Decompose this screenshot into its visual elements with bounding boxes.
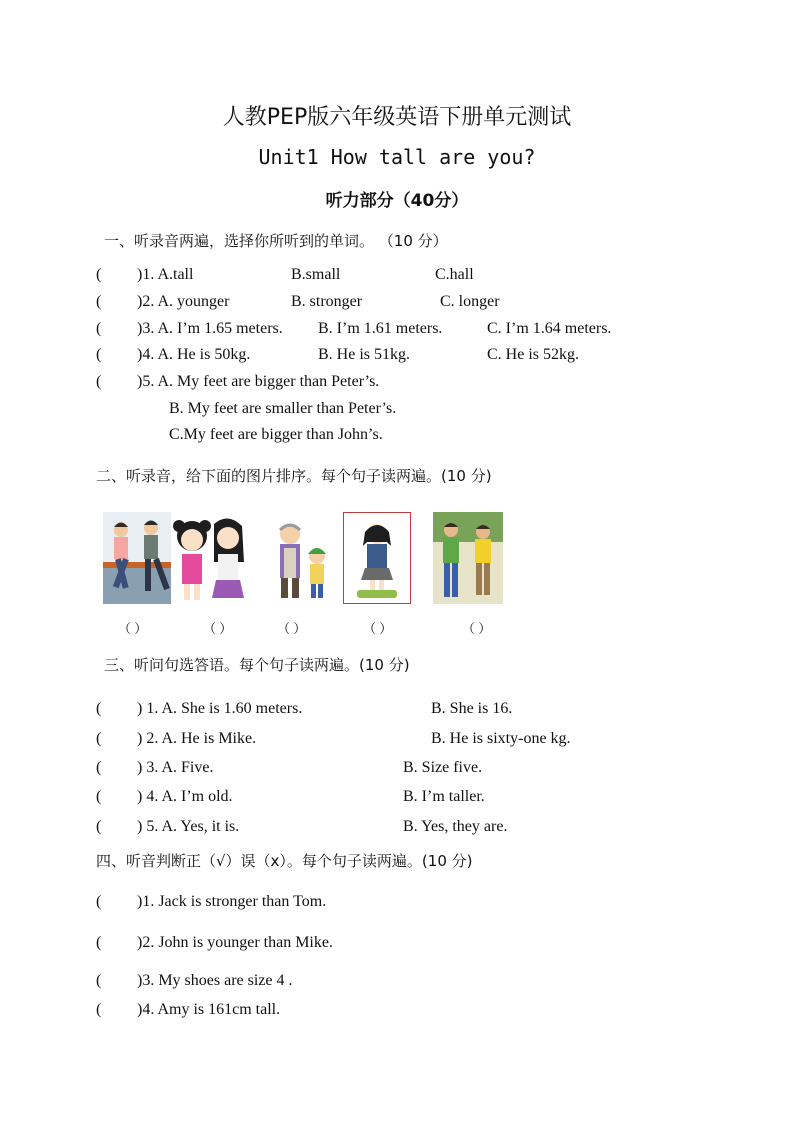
answer-paren: ( [96,1001,102,1018]
order-blank-3[interactable]: （ ） [277,621,307,636]
s3-q2-a: ) 2. A. He is Mike. [137,730,257,747]
section-4-heading: 四、听音判断正（√）误（x）。每个句子读两遍。(10 分) [96,852,473,870]
answer-paren: ( [96,320,102,337]
s1-q1-b: B.small [291,266,341,283]
order-blank-4[interactable]: （ ） [363,621,393,636]
picture-old-man-boy [272,512,330,604]
part-title: 听力部分（40分） [325,191,469,211]
s1-q4-b: B. He is 51kg. [318,346,410,363]
s3-q5-b: B. Yes, they are. [403,818,508,835]
s4-q3: )3. My shoes are size 4 . [137,972,293,989]
order-blank-1[interactable]: （ ） [118,621,148,636]
s1-q4-c: C. He is 52kg. [487,346,579,363]
answer-paren: ( [96,700,102,717]
s1-q5-c: C.My feet are bigger than John’s. [169,426,383,443]
answer-paren: ( [96,893,102,910]
s3-q4-b: B. I’m taller. [403,788,485,805]
s3-q1-a: ) 1. A. She is 1.60 meters. [137,700,303,717]
picture-boys-standing [433,512,503,604]
section-1-heading: 一、听录音两遍，选择你所听到的单词。 （10 分） [104,232,448,250]
answer-paren: ( [96,972,102,989]
s4-q4: )4. Amy is 161cm tall. [137,1001,281,1018]
s3-q4-a: ) 4. A. I’m old. [137,788,233,805]
answer-paren: ( [96,759,102,776]
s1-q3-b: B. I’m 1.61 meters. [318,320,443,337]
order-blank-2[interactable]: （ ） [203,621,233,636]
order-blank-5[interactable]: （ ） [462,621,492,636]
answer-paren: ( [96,346,102,363]
s1-q2-c: C. longer [440,293,500,310]
unit-title: Unit1 How tall are you? [258,145,536,169]
section-3-heading: 三、听问句选答语。每个句子读两遍。(10 分) [104,656,410,674]
answer-paren: ( [96,818,102,835]
s1-q3-c: C. I’m 1.64 meters. [487,320,612,337]
picture-girl-on-scale [343,512,411,604]
s1-q2-b: B. stronger [291,293,363,310]
s1-q5-b: B. My feet are smaller than Peter’s. [169,400,397,417]
s3-q5-a: ) 5. A. Yes, it is. [137,818,240,835]
s3-q3-b: B. Size five. [403,759,483,776]
s3-q2-b: B. He is sixty-one kg. [431,730,571,747]
answer-paren: ( [96,266,102,283]
answer-paren: ( [96,293,102,310]
s1-q4-a: )4. A. He is 50kg. [137,346,251,363]
section-2-heading: 二、听录音，给下面的图片排序。每个句子读两遍。(10 分) [96,467,492,485]
answer-paren: ( [96,730,102,747]
s4-q1: )1. Jack is stronger than Tom. [137,893,327,910]
s1-q3-a: )3. A. I’m 1.65 meters. [137,320,283,337]
answer-paren: ( [96,788,102,805]
page-title: 人教PEP版六年级英语下册单元测试 [222,105,572,130]
s1-q2-a: )2. A. younger [137,293,230,310]
s1-q1-a: )1. A.tall [137,266,194,283]
answer-paren: ( [96,934,102,951]
s1-q1-c: C.hall [435,266,474,283]
s1-q5-a: )5. A. My feet are bigger than Peter’s. [137,373,380,390]
answer-paren: ( [96,373,102,390]
s3-q3-a: ) 3. A. Five. [137,759,214,776]
picture-boys-sitting [103,512,171,604]
s4-q2: )2. John is younger than Mike. [137,934,333,951]
s3-q1-b: B. She is 16. [431,700,513,717]
picture-girls [172,512,248,604]
